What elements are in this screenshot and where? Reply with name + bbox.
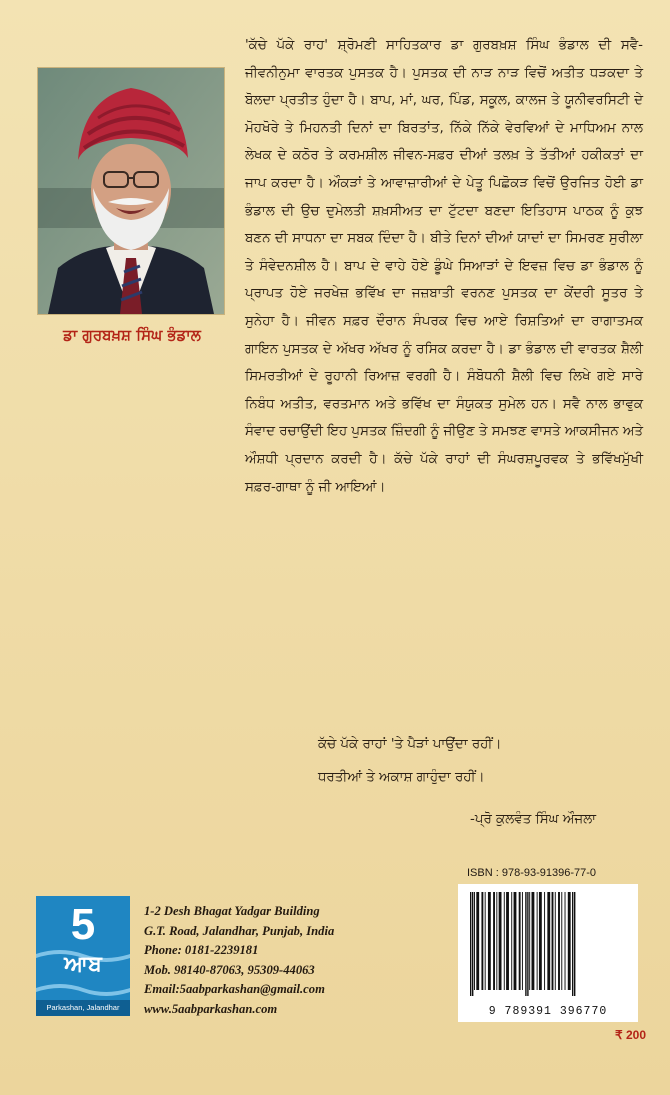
address-line-1: 1-2 Desh Bhagat Yadgar Building — [144, 904, 320, 918]
isbn-barcode — [458, 884, 638, 1022]
isbn-label: ISBN : 978-93-91396-77-0 — [467, 867, 597, 879]
publisher-address — [144, 902, 434, 1020]
verse-line-1: ਕੱਚੇ ਪੱਕੇ ਰਾਹਾਂ 'ਤੇ ਪੈੜਾਂ ਪਾਉਂਦਾ ਰਹੀਂ। — [318, 737, 502, 752]
publisher-phone: Phone: 0181-2239181 — [144, 943, 259, 958]
logo-word: ਆਬ — [64, 952, 102, 977]
publisher-mobile: Mob. 98140-87063, 95309-44063 — [144, 962, 315, 977]
book-price: ₹ 200 — [615, 1028, 646, 1042]
barcode-bars — [458, 884, 638, 1002]
publisher-logo — [36, 896, 130, 1016]
blurb-paragraph: 'ਕੱਚੇ ਪੱਕੇ ਰਾਹ' ਸ਼੍ਰੋਮਣੀ ਸਾਹਿਤਕਾਰ ਡਾ ਗੁਰਬਖ਼ਸ਼ ਸਿੰਘ ਭੰਡਾਲ ਦੀ ਸਵੈ-ਜੀਵਨੀਨੁਮਾ ਵਾਰਤਕ ਪੁਸਤਕ ਹੈ। ਪੁਸਤਕ ਦੀ ਨਾੜ ਨਾੜ ਵਿਚੋਂ ਅਤੀਤ ਧੜਕਦਾ ਤੇ ਬੋਲਦਾ ਪ੍ਰਤੀਤ ਹੁੰਦਾ ਹੈ। ਬਾਪ, ਮਾਂ, ਘਰ, ਪਿੰਡ, ਸਕੂਲ, ਕਾਲਜ ਤੇ ਯੂਨੀਵਰਸਿਟੀ ਦੇ ਮੋਹਖੋਰੇ ਤੇ ਮਿਹਨਤੀ ਦਿਨਾਂ ਦਾ ਬਿਰਤਾਂਤ, ਨਿੱਕੇ ਨਿੱਕੇ ਵੇਰਵਿਆਂ ਦੇ ਮਾਧਿਅਮ ਨਾਲ ਲੇਖਕ ਦੇ ਕਠੋਰ ਤੇ ਕਰਮਸ਼ੀਲ ਜੀਵਨ-ਸਫ਼ਰ ਦੀਆਂ ਤਲਖ਼ ਤੇ ਤੱਤੀਆਂ ਹਕੀਕਤਾਂ ਦਾ ਜਾਪ ਕਰਦਾ ਹੈ। ਔਕੜਾਂ ਤੇ ਆਵਾਜ਼ਾਰੀਆਂ ਦੇ ਪੇਤੂ ਪਿਛੋਕੜ ਵਿਚੋਂ ਉਰਜਿਤ ਹੋਈ ਡਾ ਭੰਡਾਲ ਦੀ ਉਚ ਦੁਮੇਲਤੀ ਸ਼ਖ਼ਸੀਅਤ ਦਾ ਟੁੱਟਦਾ ਬਣਦਾ ਇਤਿਹਾਸ ਪਾਠਕ ਨੂੰ ਕੁਝ ਬਣਨ ਦੀ ਸਾਧਨਾ ਦਾ ਸਬਕ ਦਿੰਦਾ ਹੈ। ਬੀਤੇ ਦਿਨਾਂ ਦੀਆਂ ਯਾਦਾਂ ਦਾ ਸਿਮਰਣ ਸੁਰੀਲਾ ਤੇ ਸੰਵੇਦਨਸ਼ੀਲ ਹੈ। ਬਾਪ ਦੇ ਵਾਹੇ ਹੋਏ ਡੂੰਘੇ ਸਿਆੜਾਂ ਦੇ ਇਵਜ਼ ਵਿਚ ਡਾ ਭੰਡਾਲ ਨੂੰ ਪ੍ਰਾਪਤ ਹੋਏ ਜਰਖੇਜ਼ ਭਵਿੱਖ ਦਾ ਜਜ਼ਬਾਤੀ ਵਰਨਣ ਪੁਸਤਕ ਦਾ ਕੇਂਦਰੀ ਸੂਤਰ ਤੇ ਸੁਨੇਹਾ ਹੈ। ਜੀਵਨ ਸਫ਼ਰ ਦੌਰਾਨ ਸੰਪਰਕ ਵਿਚ ਆਏ ਰਿਸ਼ਤਿਆਂ ਦਾ ਰਾਗਾਤਮਕ ਗਾਇਨ ਪੁਸਤਕ ਦੇ ਅੱਖਰ ਅੱਖਰ ਨੂੰ ਰਸਿਕ ਕਰਦਾ ਹੈ। ਡਾ ਭੰਡਾਲ ਦੀ ਵਾਰਤਕ ਸ਼ੈਲੀ ਸਿਮਰਤੀਆਂ ਦੇ ਰੂਹਾਨੀ ਰਿਆਜ਼ ਵਰਗੀ ਹੈ। ਸੰਬੋਧਨੀ ਸ਼ੈਲੀ ਵਿਚ ਲਿਖੇ ਗਏ ਸਾਰੇ ਨਿਬੰਧ ਅਤੀਤ, ਵਰਤਮਾਨ ਅਤੇ ਭਵਿੱਖ ਦਾ ਸੰਯੁਕਤ ਸੁਮੇਲ ਹਨ। ਸਵੈ ਨਾਲ ਭਾਵੁਕ ਸੰਵਾਦ ਰਚਾਉਂਦੀ ਇਹ ਪੁਸਤਕ ਜ਼ਿੰਦਗੀ ਨੂੰ ਜੀਉਣ ਤੇ ਸਮਝਣ ਵਾਸਤੇ ਆਕਸੀਜਨ ਅਤੇ ਔਸ਼ਧੀ ਪ੍ਰਦਾਨ ਕਰਦੀ ਹੈ। ਕੱਚੇ ਪੱਕੇ ਰਾਹਾਂ ਦੀ ਸੰਘਰਸ਼ਪੂਰਵਕ ਤੇ ਭਵਿੱਖਮੁੱਖੀ ਸਫ਼ਰ-ਗਾਥਾ ਨੂੰ ਜੀ ਆਇਆਂ। — [245, 38, 643, 495]
blurb-attribution: -ਪ੍ਰੋ ਕੁਲਵੰਤ ਸਿੰਘ ਔਜਲਾ — [470, 812, 596, 827]
verse-line-2: ਧਰਤੀਆਂ ਤੇ ਅਕਾਸ਼ ਗਾਹੁੰਦਾ ਰਹੀਂ। — [318, 770, 485, 785]
address-line-2: G.T. Road, Jalandhar, Punjab, India — [144, 923, 335, 938]
publisher-website: www.5aabparkashan.com — [144, 1001, 278, 1016]
author-photo — [38, 68, 224, 314]
publisher-email: Email:5aabparkashan@gmail.com — [144, 982, 325, 997]
logo-number: 5 — [70, 900, 96, 949]
author-name: ਡਾ ਗੁਰਬਖ਼ਸ਼ ਸਿੰਘ ਭੰਡਾਲ — [63, 326, 201, 344]
logo-caption: Parkashan, Jalandhar — [46, 1003, 120, 1012]
book-blurb — [245, 32, 643, 501]
barcode-digits: 9 789391 396770 — [488, 1005, 608, 1018]
